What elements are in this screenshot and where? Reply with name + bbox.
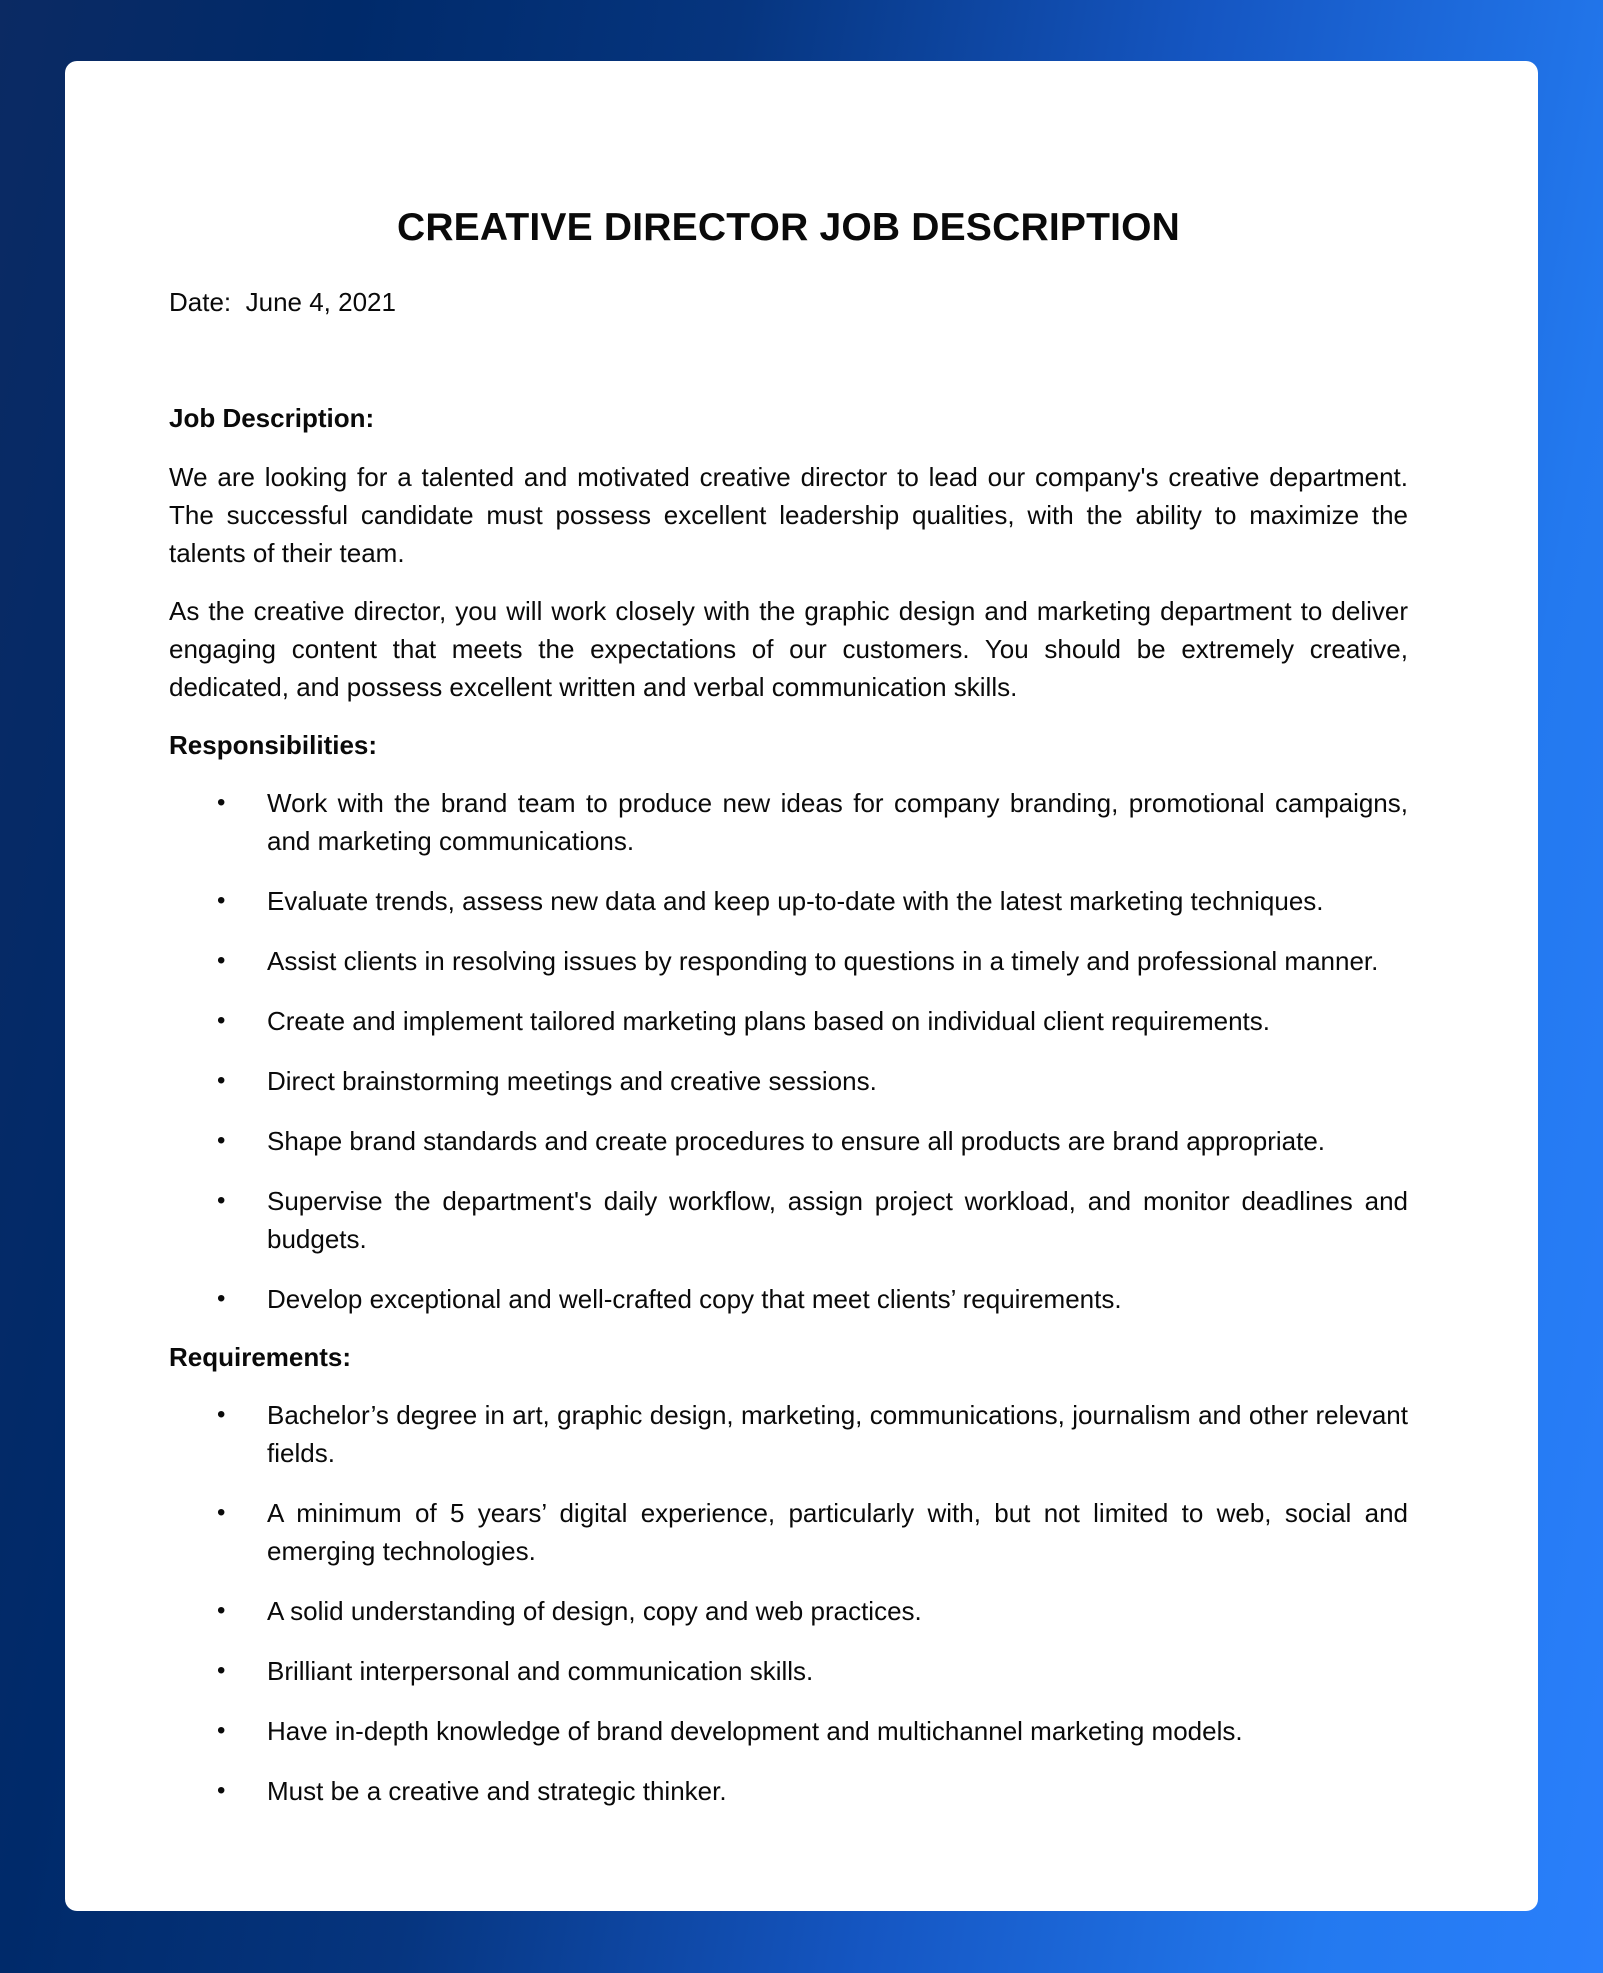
list-item [169, 1652, 1408, 1690]
requirements-heading: Requirements: [169, 1341, 352, 1372]
list-item-text: Bachelor’s degree in art, graphic design, marketing, communications, journalism and other relevant fields. [267, 1399, 1408, 1468]
list-item [169, 1494, 1408, 1570]
list-item-text: Develop exceptional and well-crafted copy that meet clients’ requirements. [267, 1283, 1122, 1314]
responsibilities-list [169, 784, 1408, 1318]
list-item [169, 784, 1408, 860]
list-item-text: A minimum of 5 years’ digital experience, particularly with, but not limited to web, social and emerging technologies. [267, 1497, 1408, 1566]
bullet-icon: • [217, 1186, 226, 1214]
requirements-list [169, 1396, 1408, 1810]
bullet-icon: • [217, 1066, 226, 1094]
list-item-text: Work with the brand team to produce new ideas for company branding, promotional campaigns, and marketing communications. [267, 787, 1408, 856]
date-line [169, 283, 1408, 321]
document-page [65, 61, 1538, 1911]
bullet-icon: • [217, 1400, 226, 1428]
list-item [169, 1002, 1408, 1040]
list-item-text: Direct brainstorming meetings and creative sessions. [267, 1065, 877, 1096]
list-item [169, 1062, 1408, 1100]
document-title: CREATIVE DIRECTOR JOB DESCRIPTION [396, 206, 1181, 249]
bullet-icon: • [217, 1656, 226, 1684]
list-item [169, 1712, 1408, 1750]
list-item [169, 1182, 1408, 1258]
bullet-icon: • [217, 1776, 226, 1804]
list-item-text: Must be a creative and strategic thinker. [267, 1775, 727, 1806]
list-item [169, 1592, 1408, 1630]
date-value: June 4, 2021 [245, 286, 396, 317]
bullet-icon: • [217, 1596, 226, 1624]
bullet-icon: • [217, 946, 226, 974]
list-item-text: Assist clients in resolving issues by responding to questions in a timely and professional manner. [267, 945, 1379, 976]
list-item-text: A solid understanding of design, copy and web practices. [267, 1595, 922, 1626]
bullet-icon: • [217, 788, 226, 816]
job-description-paragraph: As the creative director, you will work closely with the graphic design and marketing department to deliver engaging content that meets the expectations of our customers. You should be extremely creative, dedicated, and possess excellent written and verbal communication skills. [169, 595, 1408, 702]
list-item-text: Evaluate trends, assess new data and keep up-to-date with the latest marketing techniques. [267, 885, 1324, 916]
list-item-text: Supervise the department's daily workflow, assign project workload, and monitor deadlines and budgets. [267, 1185, 1408, 1254]
list-item [169, 1122, 1408, 1160]
date-label: Date: [169, 286, 232, 317]
bullet-icon: • [217, 1716, 226, 1744]
list-item-text: Brilliant interpersonal and communication skills. [267, 1655, 814, 1686]
bullet-icon: • [217, 1126, 226, 1154]
list-item-text: Create and implement tailored marketing plans based on individual client requirements. [267, 1005, 1270, 1036]
bullet-icon: • [217, 886, 226, 914]
list-item-text: Shape brand standards and create procedures to ensure all products are brand appropriate. [267, 1125, 1326, 1156]
bullet-icon: • [217, 1498, 226, 1526]
list-item [169, 1396, 1408, 1472]
job-description-heading: Job Description: [169, 402, 375, 433]
bullet-icon: • [217, 1006, 226, 1034]
responsibilities-heading: Responsibilities: [169, 729, 378, 760]
list-item [169, 942, 1408, 980]
list-item [169, 1772, 1408, 1810]
job-description-paragraph: We are looking for a talented and motivated creative director to lead our company's creative department. The successful candidate must possess excellent leadership qualities, with the ability to maximize the talents of their team. [169, 461, 1408, 568]
list-item [169, 882, 1408, 920]
bullet-icon: • [217, 1284, 226, 1312]
list-item-text: Have in-depth knowledge of brand development and multichannel marketing models. [267, 1715, 1243, 1746]
list-item [169, 1280, 1408, 1318]
